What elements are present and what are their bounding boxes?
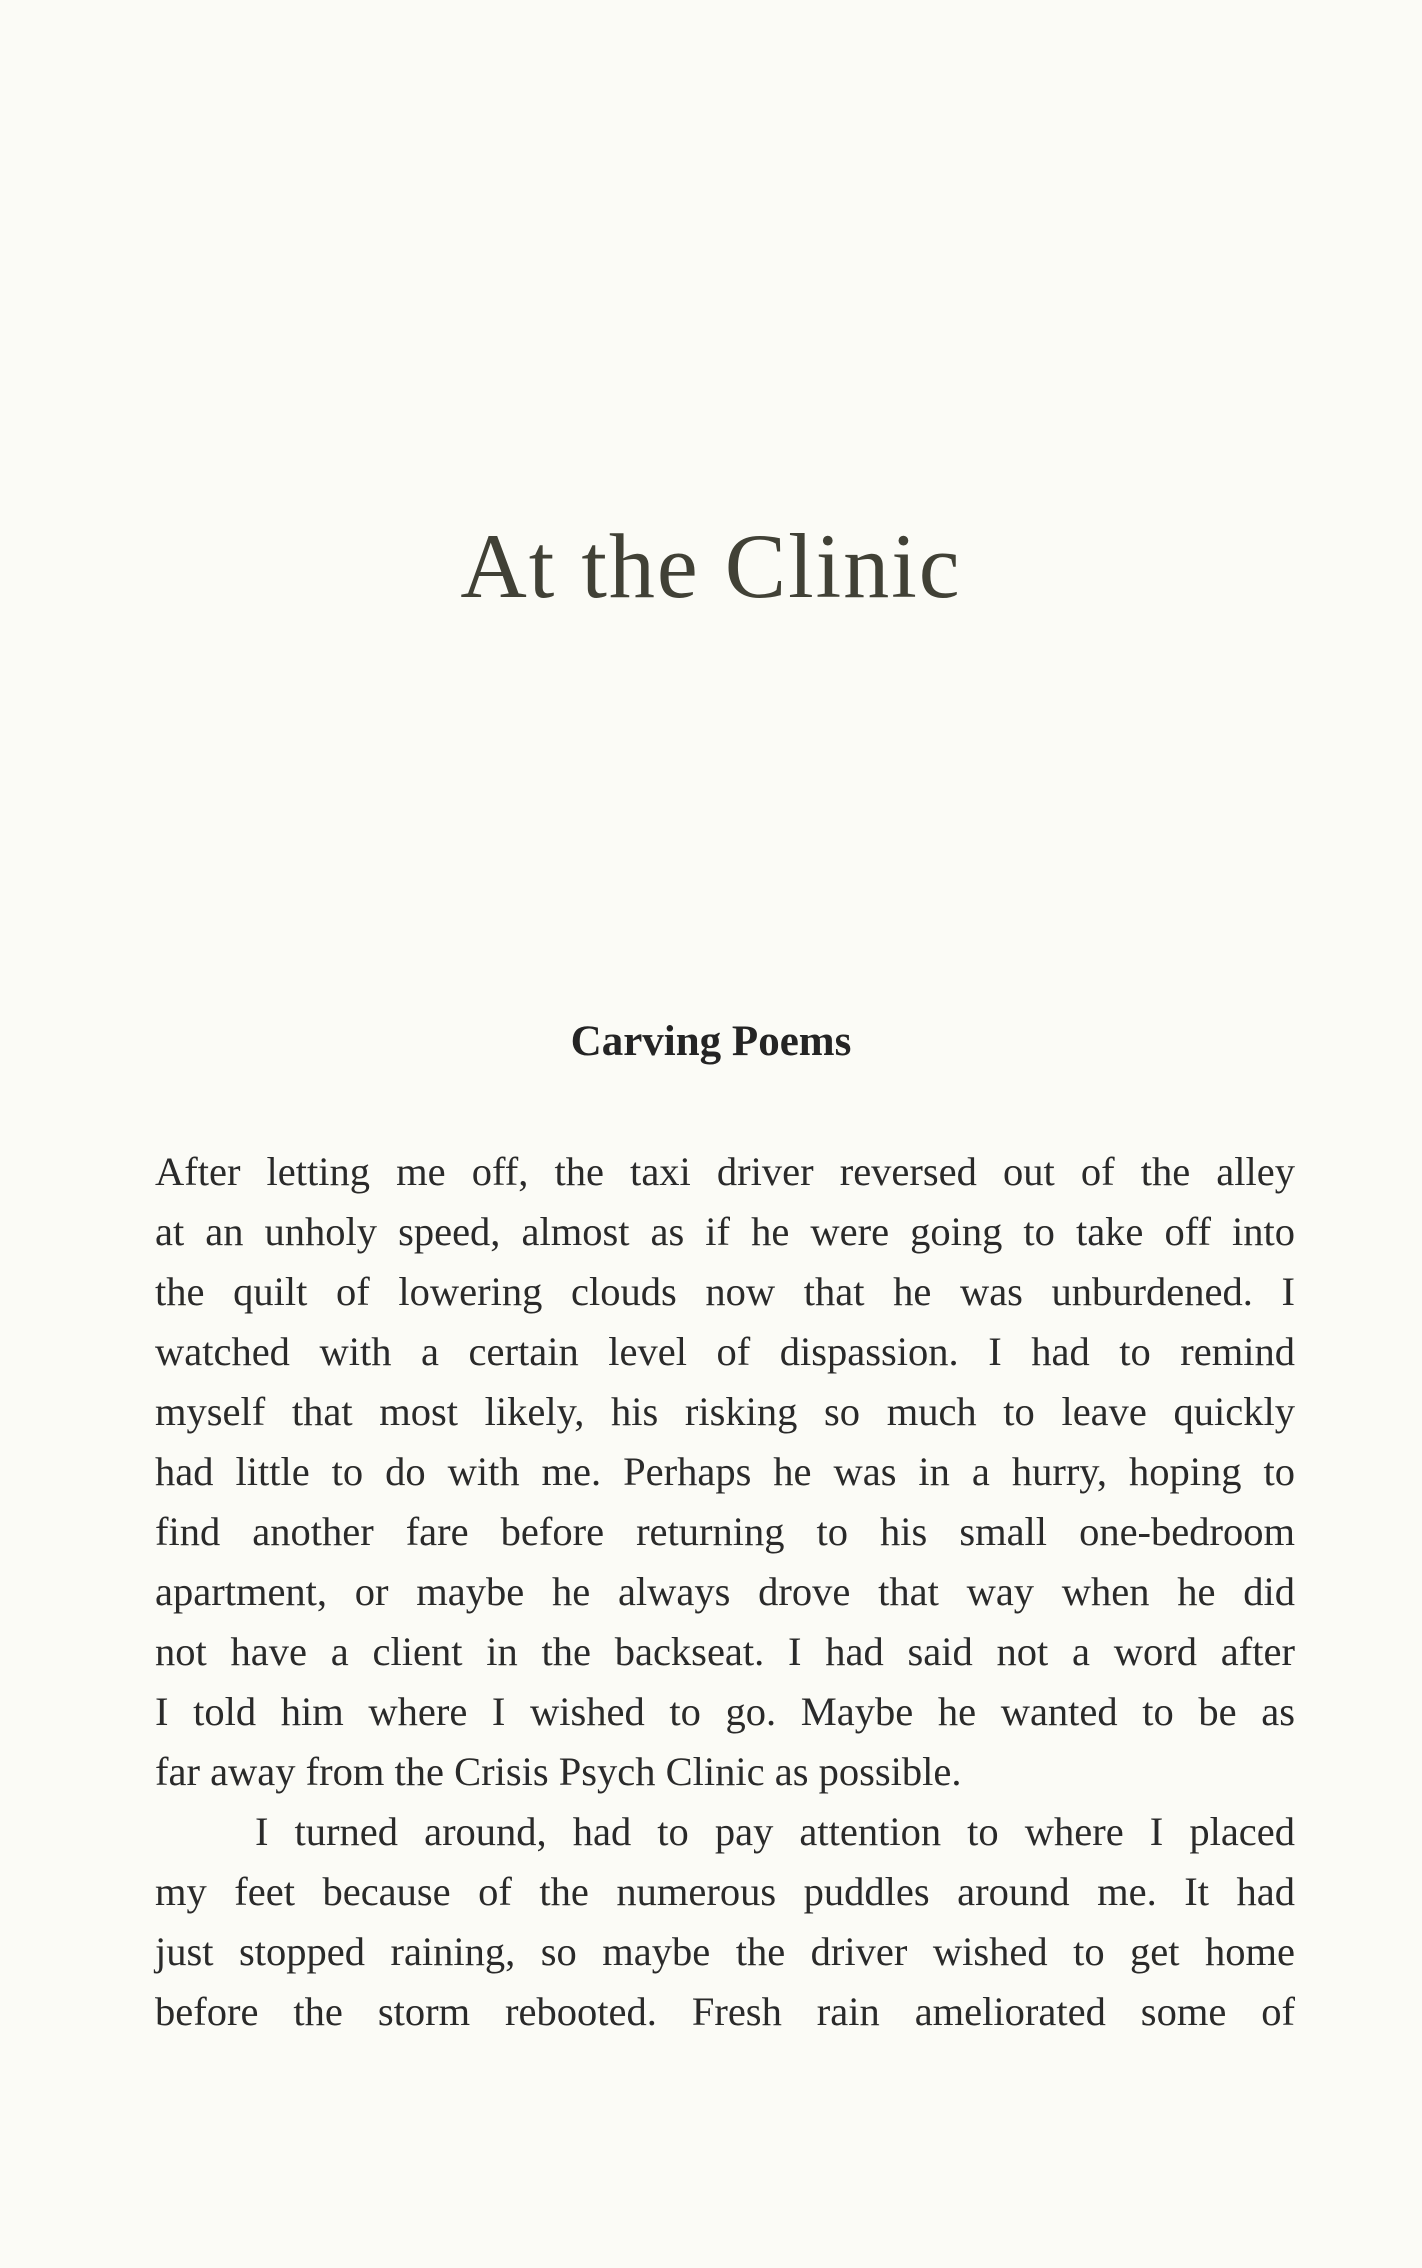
text-line: at an unholy speed, almost as if he were going to take off into: [155, 1209, 1295, 1254]
text-line: just stopped raining, so maybe the driver wished to get home: [155, 1929, 1295, 1974]
text-line: myself that most likely, his risking so much to leave quickly: [155, 1389, 1295, 1434]
chapter-title: At the Clinic: [460, 515, 962, 617]
text-line: watched with a certain level of dispassion. I had to remind: [155, 1329, 1295, 1374]
text-line: the quilt of lowering clouds now that he was unburdened. I: [155, 1269, 1295, 1314]
text-line: not have a client in the backseat. I had said not a word after: [155, 1629, 1295, 1674]
text-line: before the storm rebooted. Fresh rain ameliorated some of: [155, 1989, 1295, 2034]
text-line: I told him where I wished to go. Maybe he wanted to be as: [155, 1689, 1295, 1734]
body-text: [155, 1142, 1295, 2042]
text-line: find another fare before returning to his small one-bedroom: [155, 1509, 1295, 1554]
text-line: After letting me off, the taxi driver reversed out of the alley: [155, 1149, 1295, 1194]
section-title: Carving Poems: [570, 1018, 852, 1065]
text-line: I turned around, had to pay attention to where I placed: [255, 1809, 1295, 1854]
text-line: far away from the Crisis Psych Clinic as possible.: [155, 1749, 962, 1794]
text-line: apartment, or maybe he always drove that way when he did: [155, 1569, 1295, 1614]
text-line: had little to do with me. Perhaps he was in a hurry, hoping to: [155, 1449, 1295, 1494]
text-line: my feet because of the numerous puddles around me. It had: [155, 1869, 1295, 1914]
